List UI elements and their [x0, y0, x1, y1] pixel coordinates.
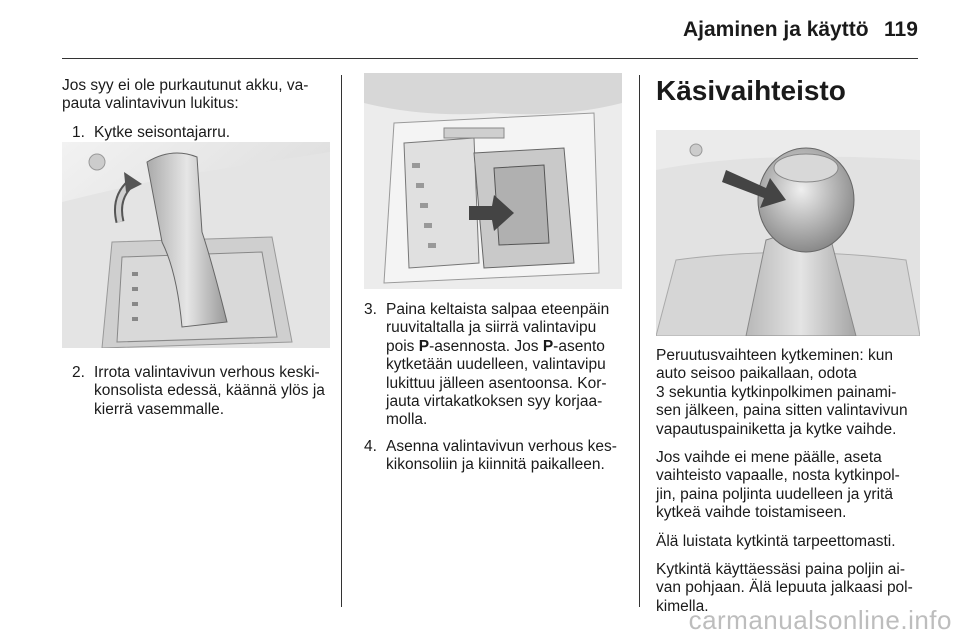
step-4-line-1: Asenna valintavivun verhous kes- [386, 437, 617, 455]
intro-line-2: pauta valintavivun lukitus: [62, 95, 239, 113]
step-4 [364, 438, 628, 475]
step-3-line-2: ruuvitaltalla ja siirrä valintavipu [386, 319, 597, 337]
manual-gear-illustration [656, 130, 920, 336]
text-fragment: -asento [553, 337, 605, 355]
yellow-latch-illustration [364, 73, 622, 289]
p1-line-1: Peruutusvaihteen kytkeminen: kun [656, 347, 893, 364]
column-1-lower [62, 364, 332, 427]
text-fragment: -asennosta. Jos [429, 337, 543, 355]
section-heading: Käsivaihteisto [656, 75, 846, 106]
page-number: 119 [884, 18, 918, 41]
intro-line-1: Jos syy ei ole purkautunut akku, va- [62, 77, 309, 94]
p1-line-5: vapautuspainiketta ja kytke vaihde. [656, 420, 897, 438]
gear-p-label: P [542, 337, 554, 355]
p1-line-3: 3 sekuntia kytkinpolkimen painami- [656, 383, 897, 401]
step-3-line-7: molla. [386, 411, 428, 429]
step-number: 1. [72, 123, 85, 141]
step-2-line-1: Irrota valintavivun verhous keski- [94, 364, 320, 381]
step-3-line-4: kytketään uudelleen, valintavipu [386, 356, 606, 374]
header-rule [62, 58, 918, 59]
step-number: 2. [72, 364, 85, 381]
column-1 [62, 77, 330, 150]
step-3 [364, 301, 628, 430]
page-header-title: Ajaminen ja käyttö [683, 18, 869, 41]
gear-p-label: P [418, 337, 430, 355]
step-3-line-3 [386, 338, 605, 355]
step-text: Kytke seisontajarru. [94, 123, 231, 141]
step-text [386, 301, 628, 430]
column-divider-1 [341, 75, 342, 607]
p2-line-3: jin, paina poljinta uudelleen ja yritä [656, 485, 893, 503]
p1-line-2: auto seisoo paikallaan, odota [656, 365, 857, 383]
intro-text [62, 77, 330, 114]
figure-manual-gear [656, 130, 920, 336]
column-2 [364, 301, 628, 483]
figure-yellow-latch [364, 73, 622, 289]
step-number: 3. [364, 301, 377, 318]
p4-line-1: Kytkintä käyttäessäsi paina poljin ai- [656, 561, 905, 579]
watermark: carmanualsonline.info [688, 605, 952, 635]
figure-selector-lever [62, 142, 330, 348]
p2-line-2: vaihteisto vapaalle, nosta kytkinpol- [656, 467, 900, 485]
selector-lever-illustration [62, 142, 330, 348]
paragraph-reverse-gear [656, 347, 928, 439]
paragraph-clutch-slip: Älä luistata kytkintä tarpeettomasti. [656, 532, 896, 550]
p2-line-1: Jos vaihde ei mene päälle, aseta [656, 449, 882, 467]
step-2-line-2: konsolista edessä, käännä ylös ja [94, 382, 325, 400]
text-fragment: pois [386, 337, 419, 355]
column-divider-2 [639, 75, 640, 607]
p4-line-2: van pohjaan. Älä lepuuta jalkaasi pol- [656, 579, 913, 597]
step-number: 4. [364, 437, 377, 455]
p1-line-4: sen jälkeen, paina sitten valintavivun [656, 402, 908, 420]
step-2-line-3: kierrä vasemmalle. [94, 400, 225, 418]
step-4-line-2: kikonsoliin ja kiinnitä paikalleen. [386, 456, 605, 474]
p4-line-3: kimella. [656, 597, 709, 615]
column-3-text [656, 347, 928, 626]
p2-line-4: kytkeä vaihde toistamiseen. [656, 504, 847, 522]
column-3 [656, 76, 926, 106]
step-3-line-5: lukittuu jälleen asentoonsa. Kor- [386, 374, 607, 392]
step-1 [72, 124, 330, 142]
step-text [94, 364, 332, 419]
step-3-line-6: jauta virtakatkoksen syy korjaa- [386, 393, 603, 411]
step-2 [72, 364, 332, 419]
step-3-line-1: Paina keltaista salpaa eteenpäin [386, 301, 610, 318]
paragraph-gear-fail [656, 449, 928, 523]
step-text [386, 438, 628, 475]
